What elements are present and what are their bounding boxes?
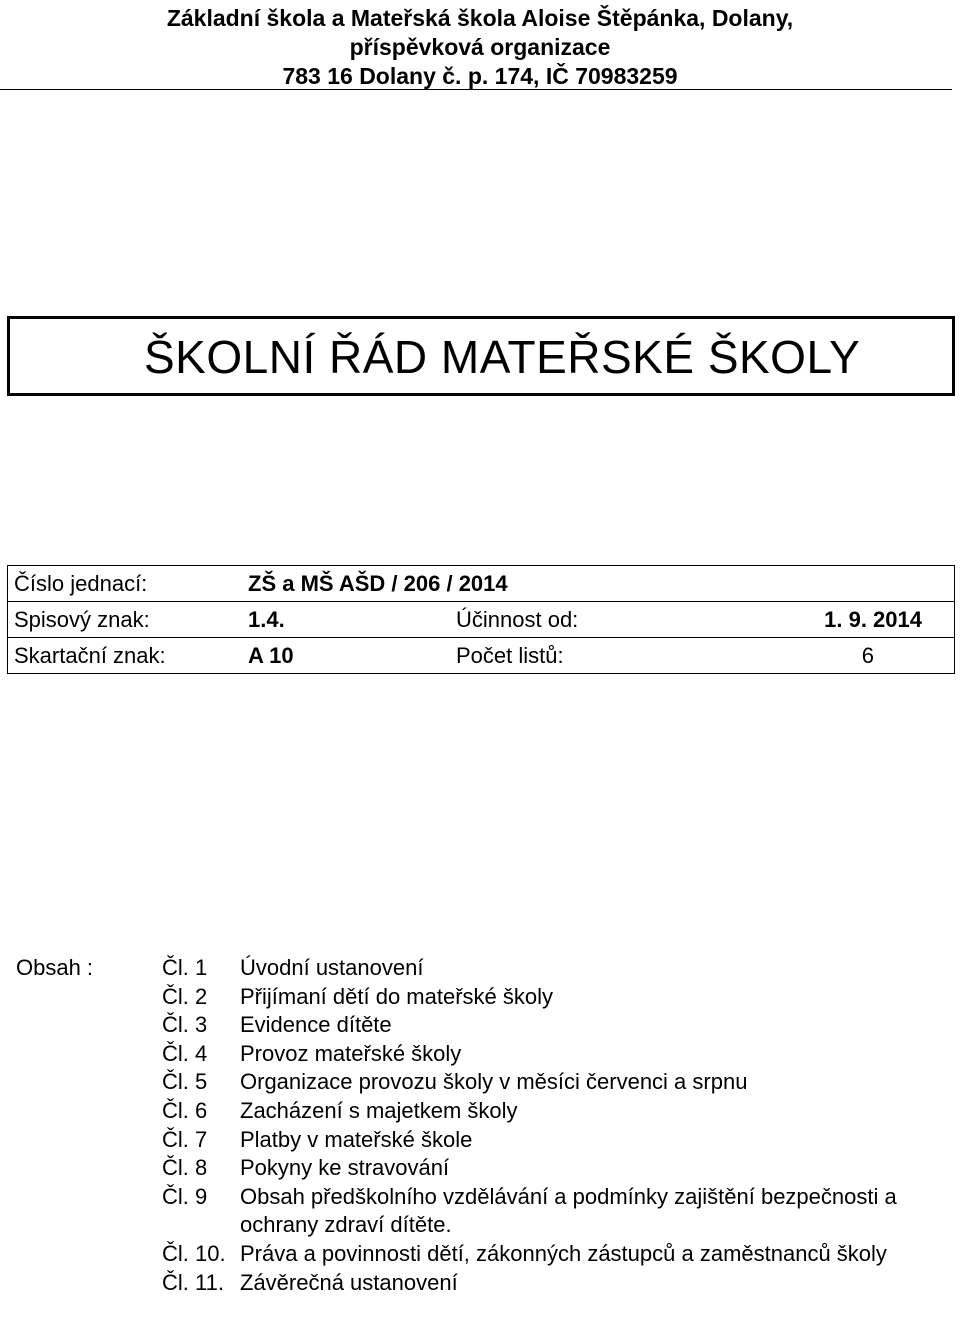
school-header [0, 4, 960, 91]
school-organization-type: příspěvková organizace [349, 34, 611, 60]
contents-item [162, 1183, 952, 1240]
article-title: Provoz mateřské školy [240, 1040, 462, 1066]
article-number: Čl. 9 [162, 1183, 208, 1209]
school-name: Základní škola a Mateřská škola Aloise Štěpánka, Dolany, [166, 5, 794, 31]
contents-item [162, 983, 952, 1012]
effective-date-label: Účinnost od: [456, 602, 812, 638]
contents-label: Obsah : [16, 955, 94, 980]
document-metadata-table [7, 565, 955, 674]
contents-list [162, 954, 952, 1297]
article-number: Čl. 6 [162, 1097, 208, 1123]
effective-date-value: 1. 9. 2014 [812, 602, 955, 638]
article-title: Úvodní ustanovení [240, 955, 424, 980]
contents-item [162, 1040, 952, 1069]
article-number: Čl. 4 [162, 1040, 208, 1066]
shredding-code-value: A 10 [246, 638, 456, 674]
contents-item [162, 1240, 952, 1269]
contents-item [162, 1068, 952, 1097]
school-address: 783 16 Dolany č. p. 174, IČ 70983259 [282, 63, 678, 89]
sheet-count-label: Počet listů: [456, 638, 812, 674]
contents-item [162, 1097, 952, 1126]
file-code-label: Spisový znak: [8, 602, 247, 638]
reference-number-value: ZŠ a MŠ AŠD / 206 / 2014 [246, 566, 955, 602]
article-title: Zacházení s majetkem školy [240, 1097, 518, 1123]
article-number: Čl. 3 [162, 1012, 208, 1038]
article-title: Platby v mateřské škole [240, 1126, 473, 1152]
contents-item [162, 1154, 952, 1183]
article-number: Čl. 2 [162, 983, 208, 1009]
sheet-count-value: 6 [812, 638, 955, 674]
article-title: Evidence dítěte [240, 1012, 392, 1038]
article-title: Závěrečná ustanovení [240, 1269, 458, 1295]
contents-item [162, 954, 952, 983]
article-number: Čl. 1 [162, 955, 208, 980]
contents-item [162, 1269, 952, 1298]
article-title: Práva a povinnosti dětí, zákonných zástupců a zaměstnanců školy [240, 1240, 887, 1266]
shredding-code-label: Skartační znak: [8, 638, 247, 674]
contents-item [162, 1126, 952, 1155]
article-number: Čl. 8 [162, 1155, 208, 1181]
metadata-row [8, 566, 955, 602]
metadata-row [8, 602, 955, 638]
header-divider [0, 89, 952, 90]
article-number: Čl. 5 [162, 1069, 208, 1095]
article-number: Čl. 11. [162, 1269, 224, 1295]
metadata-row [8, 638, 955, 674]
article-number: Čl. 10. [162, 1240, 226, 1266]
article-title: Obsah předškolního vzdělávání a podmínky zajištění bezpečnosti a ochrany zdraví dítěte. [240, 1183, 897, 1238]
contents-item [162, 1011, 952, 1040]
article-title: Organizace provozu školy v měsíci červenci a srpnu [240, 1069, 748, 1095]
article-title: Přijímaní dětí do mateřské školy [240, 983, 554, 1009]
file-code-value: 1.4. [246, 602, 456, 638]
article-number: Čl. 7 [162, 1126, 208, 1152]
title-box [7, 316, 955, 396]
document-title: ŠKOLNÍ ŘÁD MATEŘSKÉ ŠKOLY [144, 331, 861, 383]
article-title: Pokyny ke stravování [240, 1155, 450, 1181]
reference-number-label: Číslo jednací: [8, 566, 247, 602]
